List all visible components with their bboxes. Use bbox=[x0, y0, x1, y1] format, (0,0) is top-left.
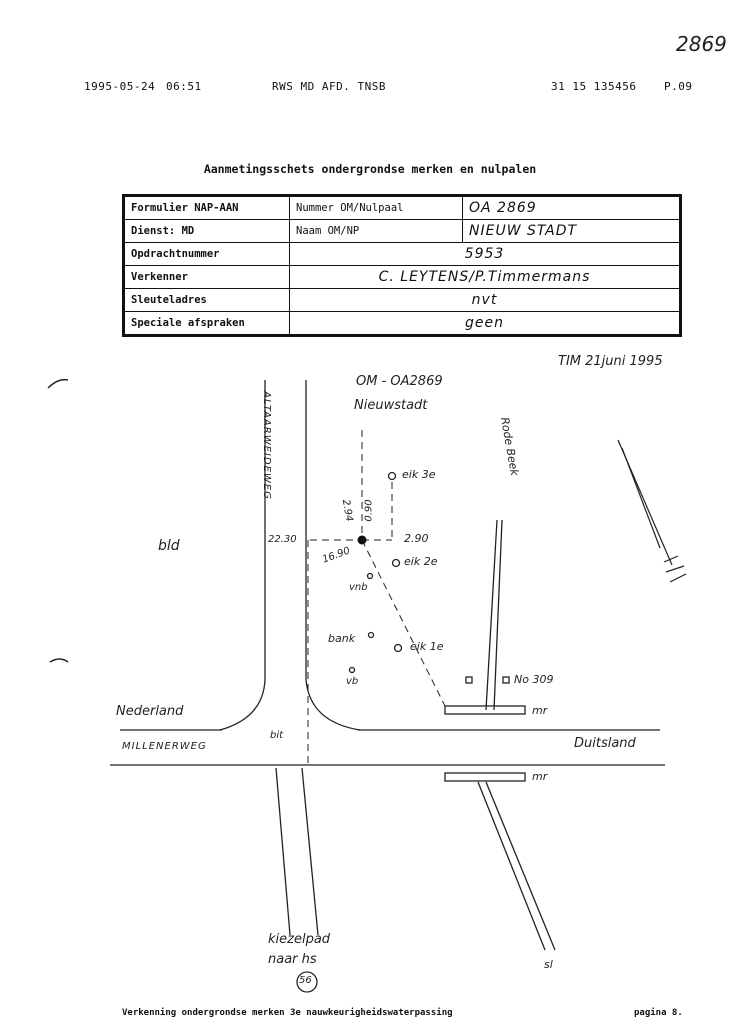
form-label: Dienst: MD bbox=[124, 220, 290, 243]
fax-time: 06:51 bbox=[166, 80, 202, 93]
form-label: Formulier NAP-AAN bbox=[124, 196, 290, 220]
form-label: Opdrachtnummer bbox=[124, 243, 290, 266]
dist-up: 2.94 bbox=[339, 498, 355, 523]
form-label: Verkenner bbox=[124, 266, 290, 289]
form-sublabel: Nummer OM/Nulpaal bbox=[290, 196, 463, 220]
tree-label: eik 2e bbox=[404, 555, 438, 568]
form-value: OA 2869 bbox=[463, 196, 681, 220]
path-label: naar hs bbox=[268, 952, 317, 967]
north-arrow-icon bbox=[618, 440, 686, 582]
dist-right: 2.90 bbox=[404, 532, 429, 545]
tree-label: eik 3e bbox=[402, 468, 436, 481]
mr-label: mr bbox=[532, 770, 548, 783]
fax-phone: 31 15 135456 bbox=[551, 80, 637, 93]
handwritten-page-number: 2869 bbox=[676, 32, 727, 56]
road-edge-left bbox=[220, 380, 265, 730]
signature-note: TIM 21juni 1995 bbox=[558, 354, 663, 369]
form-value: 5953 bbox=[290, 243, 681, 266]
form-value: nvt bbox=[290, 289, 681, 312]
form-label: Speciale afspraken bbox=[124, 312, 290, 336]
form-value: geen bbox=[290, 312, 681, 336]
footer-page: pagina 8. bbox=[634, 1008, 683, 1018]
dist-left: 22.30 bbox=[268, 534, 297, 545]
dist-diag: 16.90 bbox=[320, 545, 352, 566]
bit-label: bit bbox=[270, 730, 284, 741]
country-label: Nederland bbox=[116, 704, 184, 719]
form-value: NIEUW STADT bbox=[463, 220, 681, 243]
number-label: No 309 bbox=[514, 673, 554, 686]
fax-date: 1995-05-24 bbox=[84, 80, 156, 93]
country-label: Duitsland bbox=[574, 736, 636, 751]
circle-number: 56 bbox=[299, 975, 312, 986]
tree-label: eik 1e bbox=[410, 640, 444, 653]
area-label: bld bbox=[158, 538, 180, 554]
road-horizontal-label: MILLENERWEG bbox=[122, 741, 207, 752]
road-vertical-label: ALTAARWEIDEWEG bbox=[260, 391, 272, 500]
dist-up2: 0.90 bbox=[363, 499, 375, 522]
path-label: kiezelpad bbox=[268, 932, 331, 947]
fax-page: P.09 bbox=[664, 80, 693, 93]
form-value: C. LEYTENS/P.Timmermans bbox=[290, 266, 681, 289]
vb-label: vb bbox=[346, 676, 359, 687]
fax-sender: RWS MD AFD. TNSB bbox=[272, 80, 386, 93]
sl-label: sl bbox=[544, 958, 553, 971]
om-marker-dot bbox=[358, 536, 367, 545]
stream-label: Rode Beek bbox=[498, 416, 522, 477]
document-title: Aanmetingsschets ondergrondse merken en nulpalen bbox=[203, 162, 537, 176]
bank-label: bank bbox=[328, 632, 356, 645]
vnb-label: vnb bbox=[349, 582, 368, 593]
form-sublabel: Naam OM/NP bbox=[290, 220, 463, 243]
mr-label: mr bbox=[532, 704, 548, 717]
marker-place: Nieuwstadt bbox=[354, 398, 428, 413]
marker-label: OM - OA2869 bbox=[356, 374, 443, 389]
footer-left: Verkenning ondergrondse merken 3e nauwkeurigheidswaterpassing bbox=[122, 1008, 453, 1018]
form-label: Sleuteladres bbox=[124, 289, 290, 312]
